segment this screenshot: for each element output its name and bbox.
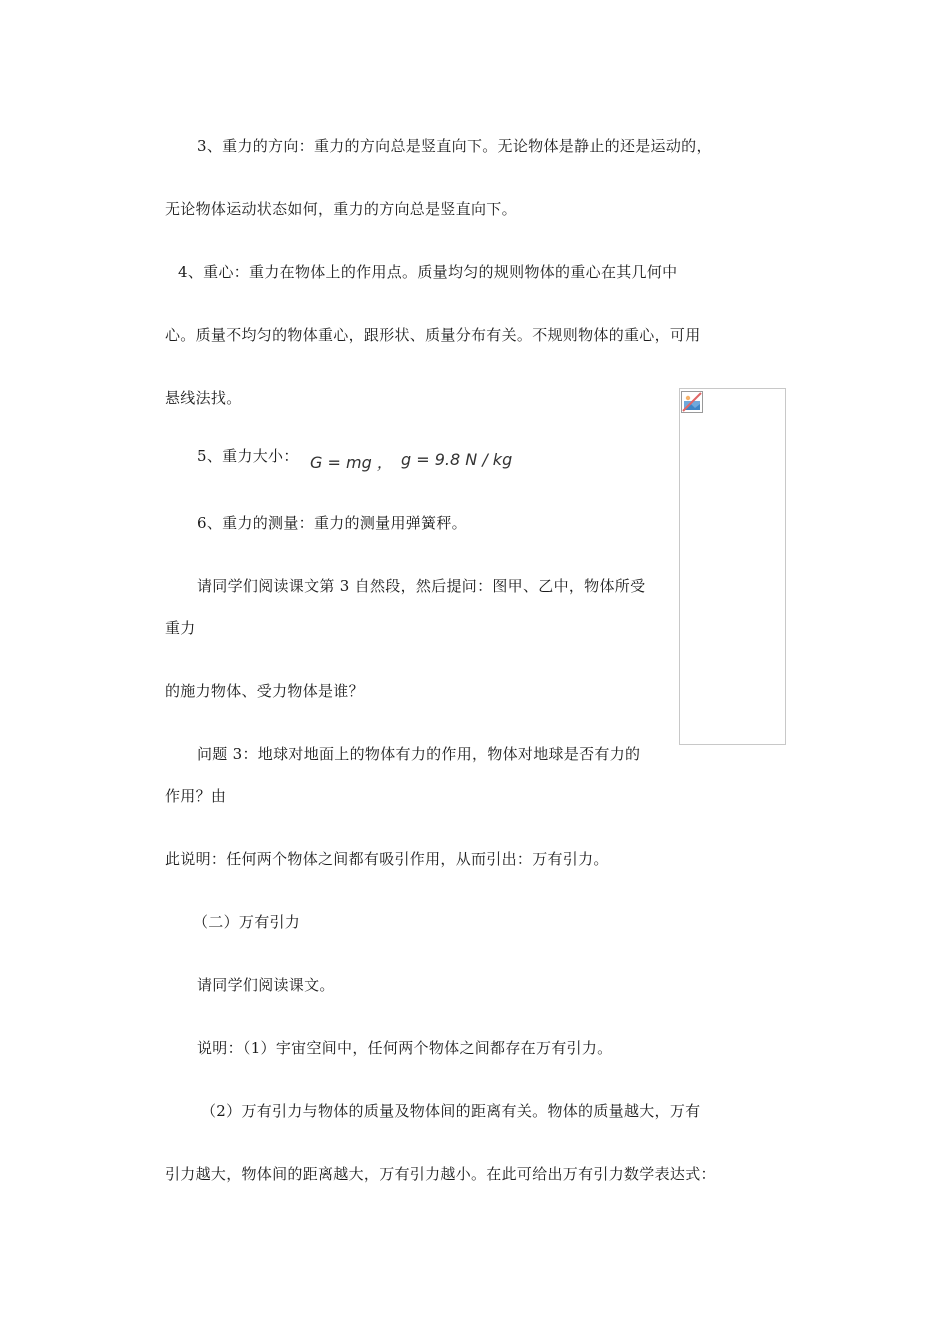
text-line: 4、重心：重力在物体上的作用点。质量均匀的规则物体的重心在其几何中 bbox=[178, 263, 678, 281]
text-line: 说明：（1）宇宙空间中，任何两个物体之间都存在万有引力。 bbox=[197, 1039, 613, 1057]
broken-image-icon bbox=[681, 391, 703, 413]
text-line: 问题 3：地球对地面上的物体有力的作用，物体对地球是否有力的 bbox=[197, 745, 641, 763]
text-line: 的施力物体、受力物体是谁？ bbox=[165, 682, 364, 700]
text-line: 心。质量不均匀的物体重心，跟形状、质量分布有关。不规则物体的重心，可用 bbox=[165, 326, 701, 344]
text-line: 5、重力大小： bbox=[197, 447, 299, 465]
text-line: 悬线法找。 bbox=[165, 389, 242, 407]
text-line: 引力越大，物体间的距离越大，万有引力越小。在此可给出万有引力数学表达式： bbox=[165, 1165, 716, 1183]
text-line: 重力 bbox=[165, 619, 196, 637]
text-line: 3、重力的方向：重力的方向总是竖直向下。无论物体是静止的还是运动的， bbox=[197, 137, 712, 155]
text-line: 作用？由 bbox=[165, 787, 227, 805]
text-line: 此说明：任何两个物体之间都有吸引作用，从而引出：万有引力。 bbox=[165, 850, 609, 868]
gravity-formula: G = mg ， bbox=[310, 453, 393, 472]
g-value-formula: g = 9.8 N / kg bbox=[401, 450, 513, 469]
image-placeholder bbox=[679, 388, 786, 745]
text-line: 无论物体运动状态如何，重力的方向总是竖直向下。 bbox=[165, 200, 517, 218]
text-line: 6、重力的测量：重力的测量用弹簧秤。 bbox=[197, 514, 467, 532]
text-line: （2）万有引力与物体的质量及物体间的距离有关。物体的质量越大，万有 bbox=[201, 1102, 701, 1120]
text-line: 请同学们阅读课文第 3 自然段，然后提问：图甲、乙中，物体所受 bbox=[197, 577, 646, 595]
text-line: 请同学们阅读课文。 bbox=[197, 976, 335, 994]
section-heading: （二）万有引力 bbox=[193, 913, 301, 931]
